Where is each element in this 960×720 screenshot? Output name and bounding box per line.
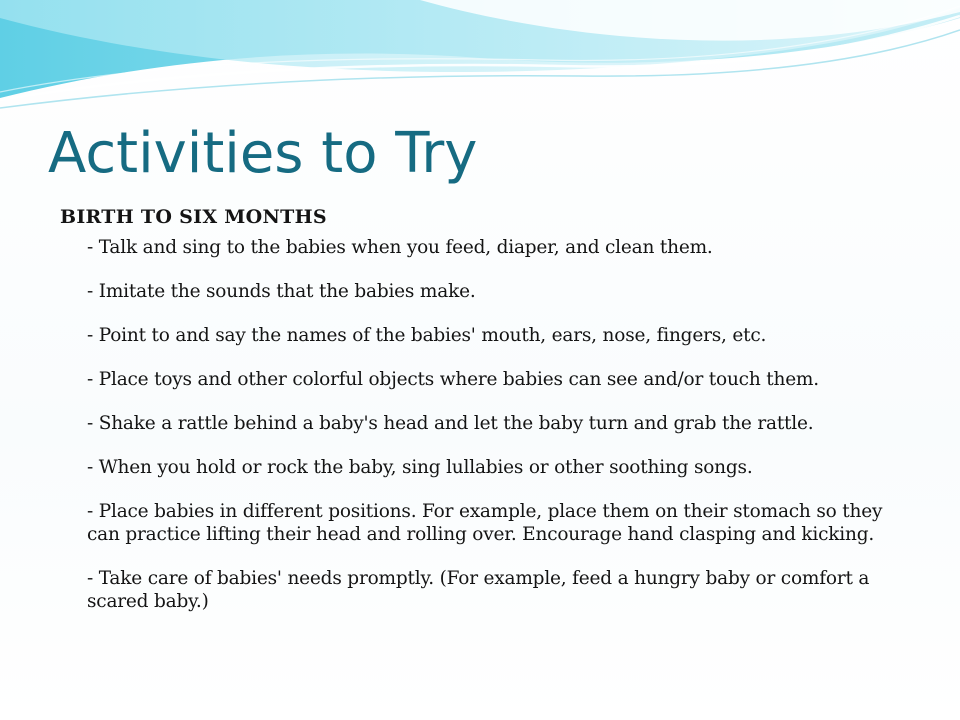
activity-item: - Imitate the sounds that the babies make. (87, 281, 476, 302)
activity-item: - When you hold or rock the baby, sing lullabies or other soothing songs. (87, 457, 753, 478)
wave-header-decoration (0, 0, 960, 120)
activity-list (60, 236, 920, 613)
activity-item: - Place babies in different positions. For example, place them on their stomach so they can practice lifting their head and rolling over. Encourage hand clasping and kicking. (87, 501, 883, 545)
section-subheading: BIRTH TO SIX MONTHS (60, 206, 327, 228)
activity-item: - Place toys and other colorful objects where babies can see and/or touch them. (87, 369, 819, 390)
activity-item: - Talk and sing to the babies when you feed, diaper, and clean them. (87, 237, 713, 258)
slide-title: Activities to Try (48, 121, 478, 186)
slide-content (60, 204, 920, 634)
activity-item: - Point to and say the names of the babies' mouth, ears, nose, fingers, etc. (87, 325, 767, 346)
activity-item: - Shake a rattle behind a baby's head and let the baby turn and grab the rattle. (87, 413, 814, 434)
activity-item: - Take care of babies' needs promptly. (For example, feed a hungry baby or comfort a scared baby.) (87, 568, 870, 612)
